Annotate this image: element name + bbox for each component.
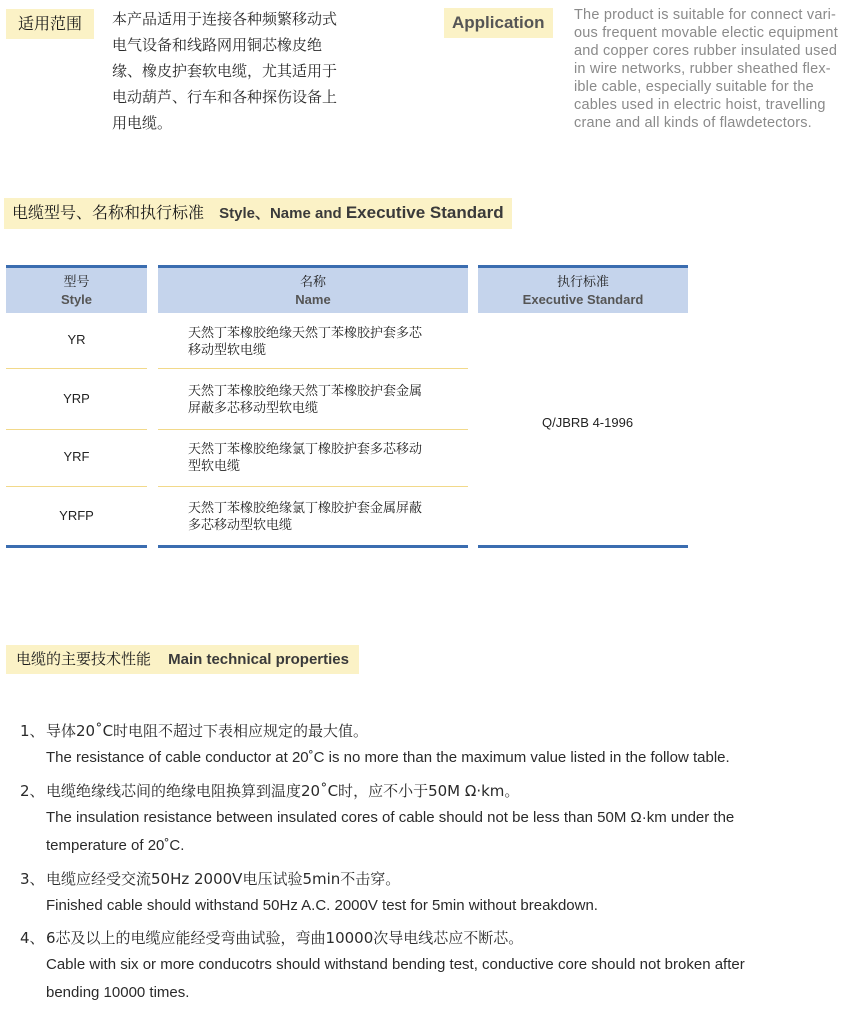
application-en-line: ible cable, especially suitable for the <box>574 79 814 95</box>
name-line: 屏蔽多芯移动型软电缆 <box>188 401 319 416</box>
application-en-text <box>574 6 838 132</box>
application-cn-line: 本产品适用于连接各种频繁移动式 <box>112 10 338 28</box>
application-en-line: cables used in electric hoist, travelling <box>574 97 826 113</box>
row-separator <box>158 486 468 487</box>
row-separator <box>6 486 147 487</box>
header-name-en: Name <box>295 292 331 307</box>
name-line: 移动型软电缆 <box>188 343 267 358</box>
row-separator <box>6 429 147 430</box>
application-cn-line: 缘、橡皮护套软电缆，尤其适用于 <box>112 62 338 80</box>
application-cn-line: 用电缆。 <box>112 114 173 132</box>
table-header-style <box>6 265 147 313</box>
header-name-cn: 名称 <box>299 275 326 290</box>
table-standard-value: Q/JBRB 4-1996 <box>542 415 634 430</box>
property-number: 1、 <box>20 722 45 740</box>
application-en-line: in wire networks, rubber sheathed flex- <box>574 61 831 77</box>
application-cn-heading: 适用范围 <box>6 9 94 39</box>
table-bottom-rule <box>158 545 468 548</box>
property-en: temperature of 20˚C. <box>46 837 185 854</box>
property-number: 4、 <box>20 929 45 947</box>
table-row-name <box>188 325 448 359</box>
property-cn: 电缆应经受交流50Hz 2000V电压试验5min不击穿。 <box>46 870 401 888</box>
property-item <box>20 718 820 772</box>
row-separator <box>6 368 147 369</box>
table-bottom-rule <box>6 545 147 548</box>
application-en-line: The product is suitable for connect vari- <box>574 7 837 23</box>
application-cn-line: 电动葫芦、行车和各种探伤设备上 <box>112 88 338 106</box>
property-en: The insulation resistance between insulated cores of cable should not be less than 50M Ω·km under the <box>46 809 735 826</box>
application-en-line: ous frequent movable electic equipment <box>574 25 838 41</box>
table-row-name <box>188 383 448 417</box>
header-standard-cn: 执行标准 <box>556 275 609 290</box>
application-en-line: crane and all kinds of flawdetectors. <box>574 115 812 131</box>
properties-cn-heading: 电缆的主要技术性能 <box>16 650 152 668</box>
properties-heading <box>6 645 359 674</box>
style-section-en-heading-a: Style、Name and <box>219 205 346 222</box>
property-item <box>20 778 820 860</box>
name-line: 天然丁苯橡胶绝缘天然丁苯橡胶护套多芯 <box>188 326 423 341</box>
table-header-name <box>158 265 468 313</box>
application-en-line: and copper cores rubber insulated used <box>574 43 838 59</box>
table-row-name <box>188 500 448 534</box>
application-cn-line: 电气设备和线路网用铜芯橡皮绝 <box>112 36 323 54</box>
property-number: 2、 <box>20 782 45 800</box>
table-row-style: YRF <box>63 449 90 464</box>
row-separator <box>158 368 468 369</box>
properties-en-heading: Main technical properties <box>168 651 349 668</box>
table-row-name <box>188 441 448 475</box>
property-en: Finished cable should withstand 50Hz A.C. 2000V test for 5min without breakdown. <box>46 897 598 914</box>
application-en-heading: Application <box>444 8 553 38</box>
property-en: Cable with six or more conducotrs should withstand bending test, conductive core should not broken after <box>46 956 745 973</box>
property-cn: 电缆绝缘线芯间的绝缘电阻换算到温度20˚C时，应不小于50M Ω·km。 <box>46 782 520 800</box>
name-line: 天然丁苯橡胶绝缘氯丁橡胶护套多芯移动 <box>188 442 423 457</box>
style-section-cn-heading: 电缆型号、名称和执行标准 <box>12 203 205 222</box>
style-section-en-heading-b: Executive Standard <box>345 203 504 222</box>
table-header-standard <box>478 265 688 313</box>
property-item <box>20 866 820 920</box>
header-style-en: Style <box>60 292 93 307</box>
header-style-cn: 型号 <box>63 275 90 290</box>
application-cn-text <box>112 6 337 136</box>
table-row-style: YR <box>67 332 86 347</box>
property-cn: 导体20˚C时电阻不超过下表相应规定的最大值。 <box>46 722 369 740</box>
name-line: 天然丁苯橡胶绝缘氯丁橡胶护套金属屏蔽 <box>188 501 423 516</box>
property-en: bending 10000 times. <box>46 984 190 1001</box>
style-section-heading <box>4 198 512 229</box>
table-row-style: YRFP <box>59 508 94 523</box>
property-item <box>20 925 820 1007</box>
header-standard-en: Executive Standard <box>522 292 644 307</box>
name-line: 多芯移动型软电缆 <box>188 518 293 533</box>
row-separator <box>158 429 468 430</box>
property-en: The resistance of cable conductor at 20˚C is no more than the maximum value listed in the follow table. <box>46 749 730 766</box>
property-cn: 6芯及以上的电缆应能经受弯曲试验，弯曲10000次导电线芯应不断芯。 <box>46 929 524 947</box>
table-bottom-rule <box>478 545 688 548</box>
property-number: 3、 <box>20 870 45 888</box>
name-line: 型软电缆 <box>188 459 241 474</box>
table-row-style: YRP <box>63 391 90 406</box>
name-line: 天然丁苯橡胶绝缘天然丁苯橡胶护套金属 <box>188 384 423 399</box>
